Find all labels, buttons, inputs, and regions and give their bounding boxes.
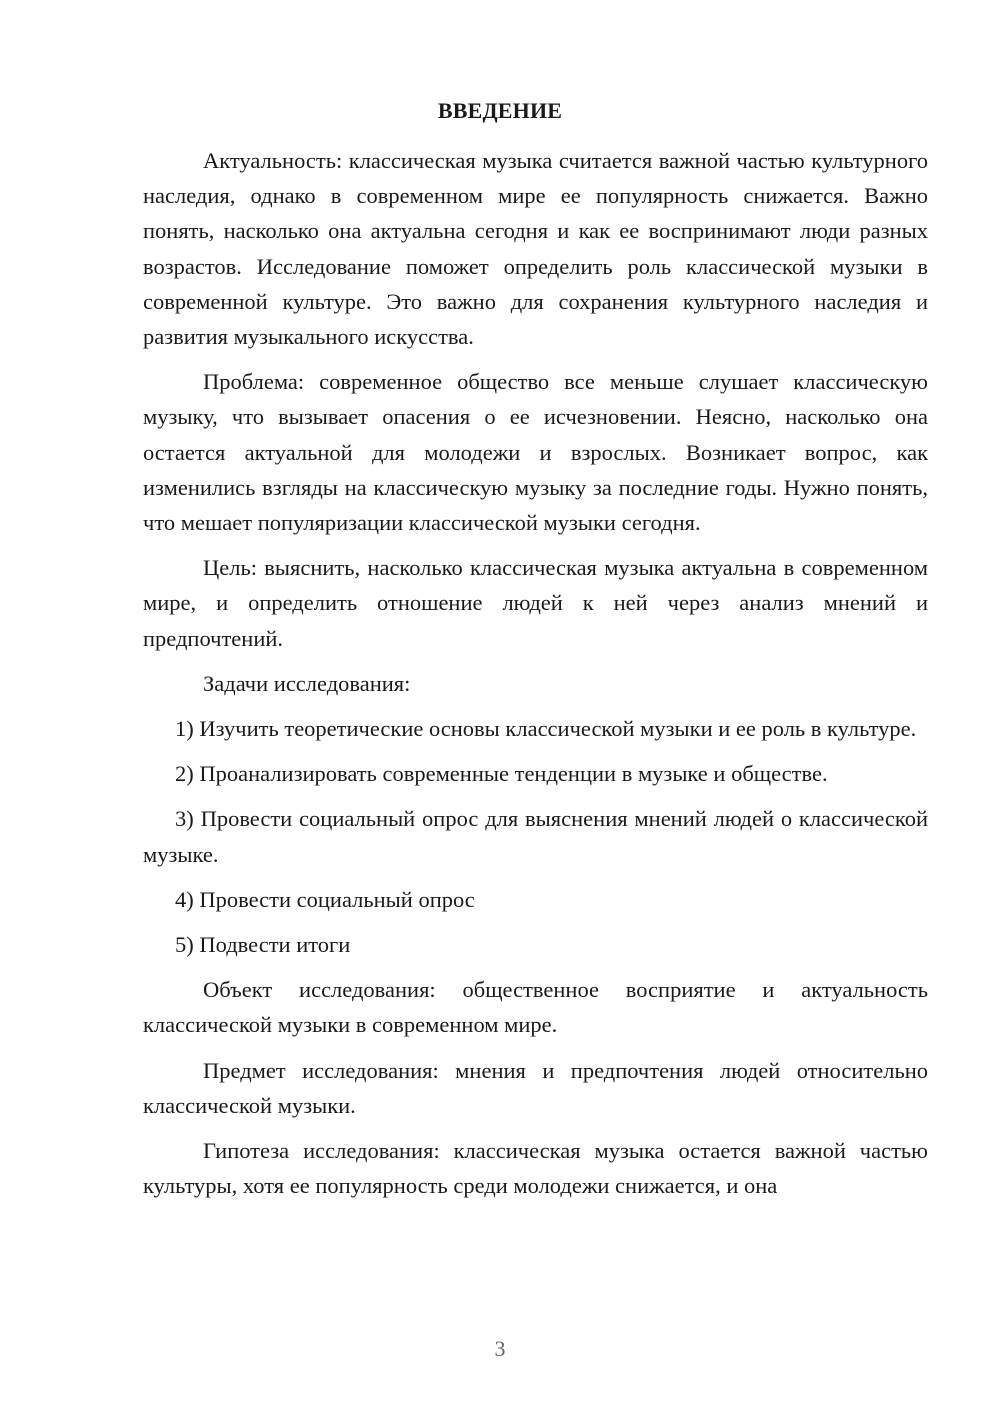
section-heading: ВВЕДЕНИЕ: [437, 98, 563, 123]
paragraph-relevance: Актуальность: классическая музыка считается важной частью культурного наследия, однако в современном мире ее популярность снижается. Важно понять, насколько она актуальна сегодня и как ее воспринимают люди разных возрастов. Исследование поможет определить роль классической музыки в современной культуре. Это важно для сохранения культурного наследия и развития музыкального искусства.: [143, 148, 928, 350]
body-text: [143, 143, 928, 1203]
task-item-2: 2) Проанализировать современные тенденции в музыке и обществе.: [175, 761, 828, 787]
paragraph-subject: Предмет исследования: мнения и предпочтения людей относительно классической музыки.: [143, 1057, 928, 1118]
paragraph-tasks-title: Задачи исследования:: [203, 670, 411, 696]
paragraph-goal: Цель: выяснить, насколько классическая музыка актуальна в современном мире, и определить отношение людей к ней через анализ мнений и предпочтений.: [143, 555, 928, 651]
paragraph-hypothesis: Гипотеза исследования: классическая музыка остается важной частью культуры, хотя ее популярность среди молодежи снижается, и она: [143, 1138, 928, 1199]
paragraph-object: Объект исследования: общественное восприятие и актуальность классической музыки в современном мире.: [143, 977, 928, 1038]
paragraph-problem: Проблема: современное общество все меньше слушает классическую музыку, что вызывает опасения о ее исчезновении. Неясно, насколько она остается актуальной для молодежи и взрослых. Возникает вопрос, как изменились взгляды на классическую музыку за последние годы. Нужно понять, что мешает популяризации классической музыки сегодня.: [143, 369, 928, 536]
task-item-3: 3) Провести социальный опрос для выяснения мнений людей о классической музыке.: [143, 806, 928, 867]
task-item-5: 5) Подвести итоги: [175, 932, 351, 958]
page-number: 3: [494, 1336, 506, 1361]
task-item-1: 1) Изучить теоретические основы классической музыки и ее роль в культуре.: [175, 716, 917, 742]
task-item-4: 4) Провести социальный опрос: [175, 886, 475, 912]
